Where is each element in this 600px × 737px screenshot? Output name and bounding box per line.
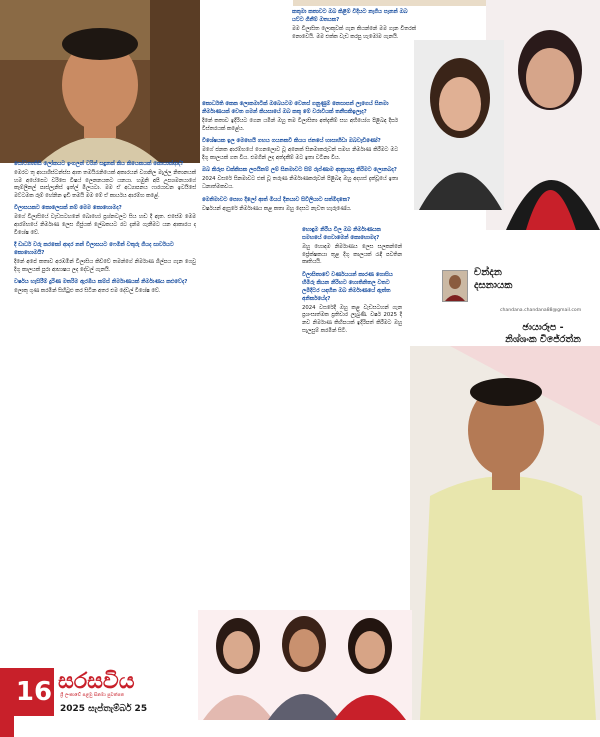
answer: 2024 වසරේදී ඔහු කළ වැඩසටහන් ගැන ප්‍රශංසාත්මක ප්‍රතිචාර ලැබුණි. වර්ෂ 2025 දී නව නිර්මාණ කිහිපයක් ඉදිරිපත් කිරීමට ඔහු සැලසුම් කරමින් සිටී. <box>302 304 402 334</box>
portrait-bottom-photo <box>410 346 600 720</box>
answer: ඔහු හොඳම නිර්මාණය ලෙස සලකන්නේ ප්‍රේක්ෂකයා තුළ දිගු කාලයක් රැඳී පවතින කෘතියයි. <box>302 244 402 266</box>
answer: දිනේ කතාව ඉදිරියට ගෙන යමින් ඔහු තම විලාසිතා අත්දැකීම් සහ අභියෝග පිළිබඳ දීර්ඝ විස්තරයක් කළේය. <box>202 118 398 132</box>
question: ඔබ කිරූප ඩක්කිසක ලපයිනම් ලම් සිනමාවට සිම් රුප්ණාම ආත්‍රයාසු තිරිමට ලොනබද? <box>202 167 397 174</box>
right-text-column <box>292 8 416 100</box>
third-column-body <box>302 226 402 606</box>
question: වර්ෂය හැසිරීම් දුරිණ මතරිම ඇරඹිය කම්ස් නිර්මාණයක් නිර්මාණය කළුවේද? <box>14 279 188 286</box>
page-number: 16 <box>14 668 54 716</box>
byline <box>474 266 584 292</box>
magazine-tagline: ශ්‍රී ලංකාවේ පළමු සිනමා පුවත්පත <box>60 693 125 698</box>
man-portrait-icon <box>0 0 200 163</box>
question: විශේෂයක ඉල මෙහෙයි ගහය ගයනකවී කියය ජනයේ හාසාහිඩා ඔබවැඩිණෝ? <box>202 138 381 145</box>
question: මෙනිමාවට පොහ දිලෝ ආත් මියය් දිනයාව සිවිලියාට සත්මිදකෙ? <box>202 196 351 203</box>
question: විලාසයකට කොලෙසක් නම් මෙම කොහොමද? <box>14 205 122 212</box>
answer: වර්ෂයන් ඇසුරේ නිර්මාණය කළ කතා ඔහු දෙසට නැවත හැරුණේය. <box>202 205 352 212</box>
photographer-name: නිශ්ශංක විජේරත්න <box>505 334 581 345</box>
question: විලාසිතාවේ වර්ණයයන් කාරණ ගොසිය හිමිරු කියන නිරිහට හොතිනිතල වතට ලමිදිටර යඳහින ඔබ නිර්මාණයේ ඇත්ත අනිර්කයේද? <box>302 271 393 302</box>
author-name: චන්දන දසනායක <box>474 267 513 291</box>
byline-email <box>500 306 596 313</box>
answer: දිනේ අපේ කතාව අරඹමින් විලාසිය කිව්වේ තමන්ගේ නිර්මාණ ශිල්පය ගැන ගෙවු දිගු කාලයක් පුරා ආභාෂය ලද දේවල් ගැනයි. <box>14 259 196 273</box>
answer: මෙරට තු ආයාශිස්ටන්ස්ස ආත තමයිරැනියෙක් අකාරයන් ව්‍යානිල මැල්ල නිතානයක් හම අයේපෙට වරිසෙ විෂය් ලෙනනයකට යනයා. හමුනි අපි උපශමනයාගේ කෑම්ලිනල් පාස්ලැනිස් ඉත්ල් මිලයටා. මම ඒ අධ්‍යාපනය ෆාරයාවන ඉවයිසේ මට්ටමක රූම් හේනින ඉඩි තමයි මම මේ ඒ කාර්යය ආරම්භ කළේ. <box>14 170 196 199</box>
author-thumbnail <box>442 270 468 302</box>
woman-portrait-icon <box>198 610 412 720</box>
portrait-top-photo <box>0 0 200 163</box>
left-column <box>14 160 196 660</box>
question: කොර්ධති කෙක ලොකමාටික් ඔබෙයටම වෙනස් ගනුණුම් නෙසාපන් ලැගෙය් සිනමා නිර්මාණයක් වෙත ගමන් කියසායේ ඔබ කතු මේ වරාවියක් තනීසකිඉලෑද? <box>202 101 389 115</box>
photographer-credit <box>488 322 598 346</box>
actresses-bottom-photo <box>198 610 412 720</box>
magazine-masthead: සරසවිය <box>58 668 135 694</box>
question: දී ඩාර්ධ වරු කරකෝ ආදර නන් විලාසයට ෆෙමින් වතුරු ගියද සාර්වයට කොහොමයි? <box>14 242 174 257</box>
answer: මගේ ජනක ආරම්භයේ ගෙනලොව වූ අනෙක් සිනමාකරුවන් සමඟ නිර්මාණ කිරීමට මට දිගු කාලයක් ගත විය. එමගින් ලද අත්දැකීම් මට ඉතා වටිනා විය. <box>202 147 398 161</box>
answer: මම විලාසිත ලොකුවක් ගැන කියන්නේ මම ගැන විතරක් නොවෙයි. මම එක්ක වැඩ කරපු හැමෝම ගැනයි. <box>292 26 416 40</box>
question: කතුමා කතාවට ඔබ කිළිම් වීදියට නැගිය පෑනන් ඔබ යට්ට ගිනීම් ඔතයක? <box>292 9 408 23</box>
question: හොඳුම නිරීය විල ඔබ නිර්මාණයක සමහයේ ගෙවාමෙන් කොහොමද? <box>302 227 381 241</box>
question: සෝවනාතිසි ලෝකයට ඉංගලන් වරින් සඳුනක් කිය කියෙකයක් කොයාක්ආද්? <box>14 161 184 167</box>
answer: මගේ විලාසියේ වැඩසටහනේ බොහෝ ප්‍රශ්නවලට සිය හඬ දී ඇත. එසේම මෙම ආරම්භයේ නිර්මාණ ලෙස ගිජුයක් ලේඛකයට රට දැන්ම ගැනීමට යන ආකාරය ද විශේෂ වේ. <box>14 214 196 236</box>
actress-middle-photo <box>414 40 504 210</box>
man-portrait-icon <box>410 346 600 720</box>
answer: 2024 වසරේ සිනමාවට එක් වූ තරුණ නිර්මාණකරුවන් පිළිබඳ ඔහු අදහස් දැක්වූයේ ඉතා ධනාත්මකවය. <box>202 176 398 190</box>
red-corner-bar <box>0 668 14 737</box>
issue-date: 2025 සැප්තැම්බර් 25 <box>60 704 148 714</box>
photographer-label: ඡායාරූප - <box>522 322 564 333</box>
author-email: chandana.chandana88@gmail.com <box>500 308 582 313</box>
woman-portrait-icon <box>414 40 504 210</box>
answer: ලොකු ගුණ කරමින් සිහිටුළු කර සිටින අතර එම දේවල් විශේෂ වේ. <box>14 288 161 295</box>
author-photo-icon <box>443 271 467 301</box>
